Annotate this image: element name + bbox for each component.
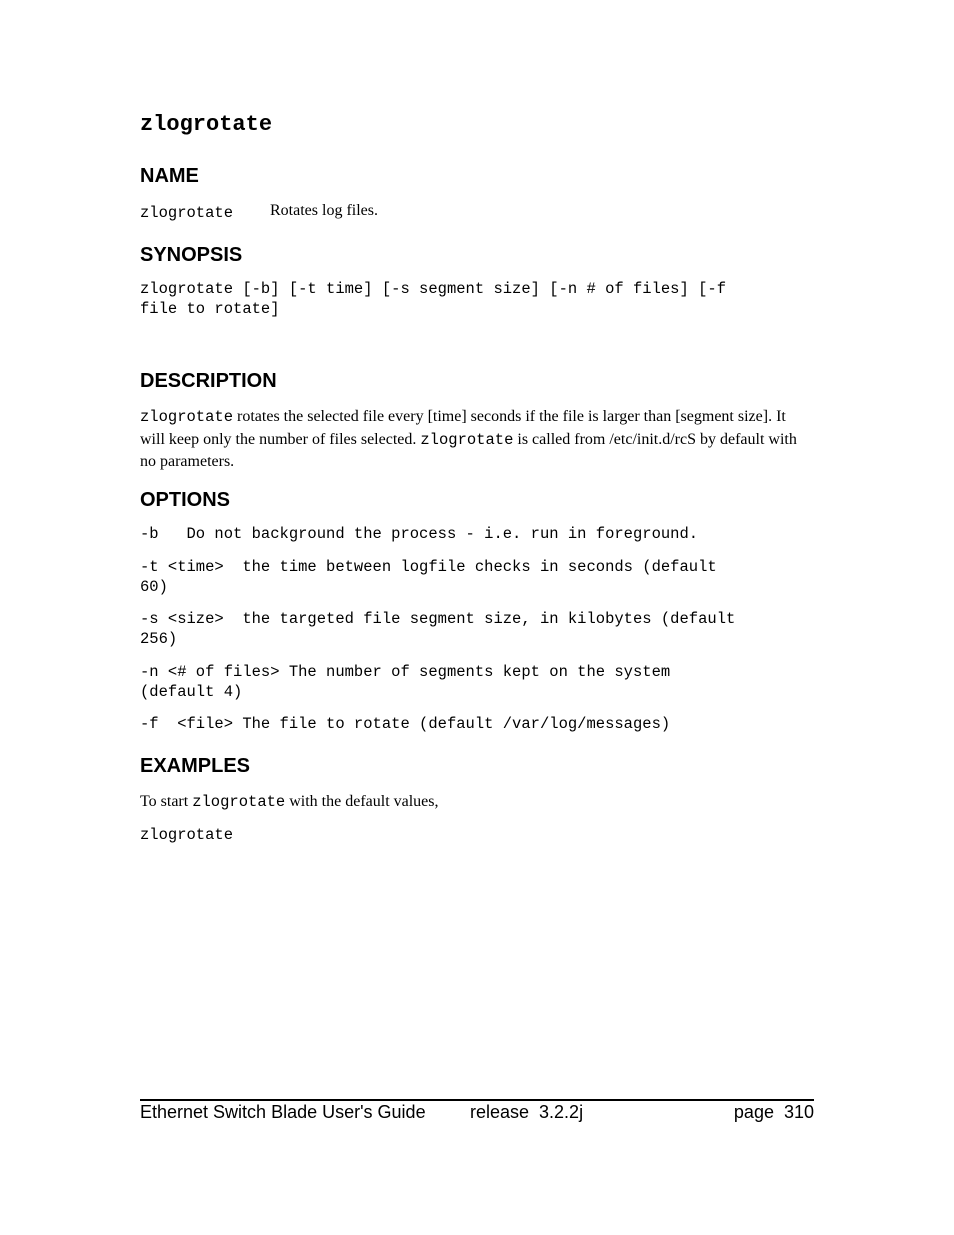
description-text-1: rotates the selected file every [time] seconds if the file is larger than [segment size]. It will keep only the number of files selected. [140,408,786,448]
name-heading: NAME [140,165,199,187]
command-title: zlogrotate [140,112,273,137]
footer-release: release 3.2.2j [470,1102,584,1122]
option-b: -b Do not background the process - i.e. run in foreground. [140,525,699,543]
option-s: -s <size> the targeted file segment size, in kilobytes (default 256) [140,610,736,648]
description-text-2: is called from /etc/init.d/rcS by default with no parameters. [140,430,797,470]
page-footer [140,1101,814,1125]
description-command-1: zlogrotate [140,408,234,426]
examples-intro [140,791,814,814]
examples-code: zlogrotate [140,826,234,844]
synopsis-line-1: zlogrotate [-b] [-t time] [-s segment size] [-n # of files] [-f [140,280,726,298]
option-n: -n <# of files> The number of segments kept on the system (default 4) [140,663,671,701]
description-heading: DESCRIPTION [140,370,277,392]
examples-intro-before: To start [140,793,193,810]
name-summary: Rotates log files. [270,202,378,219]
description-paragraph [140,406,800,473]
examples-intro-command: zlogrotate [192,793,286,811]
footer-page-number: page 310 [733,1102,814,1122]
name-line [140,202,814,224]
examples-intro-after: with the default values, [285,793,439,810]
name-command: zlogrotate [140,204,234,222]
synopsis-line-2: file to rotate] [140,300,280,318]
options-heading: OPTIONS [140,489,231,511]
examples-heading: EXAMPLES [140,755,251,777]
footer-guide-title: Ethernet Switch Blade User's Guide [140,1102,426,1122]
option-f: -f <file> The file to rotate (default /var/log/messages) [140,715,671,733]
synopsis-heading: SYNOPSIS [140,244,243,266]
description-command-2: zlogrotate [420,430,514,449]
option-t: -t <time> the time between logfile checks in seconds (default 60) [140,558,717,596]
